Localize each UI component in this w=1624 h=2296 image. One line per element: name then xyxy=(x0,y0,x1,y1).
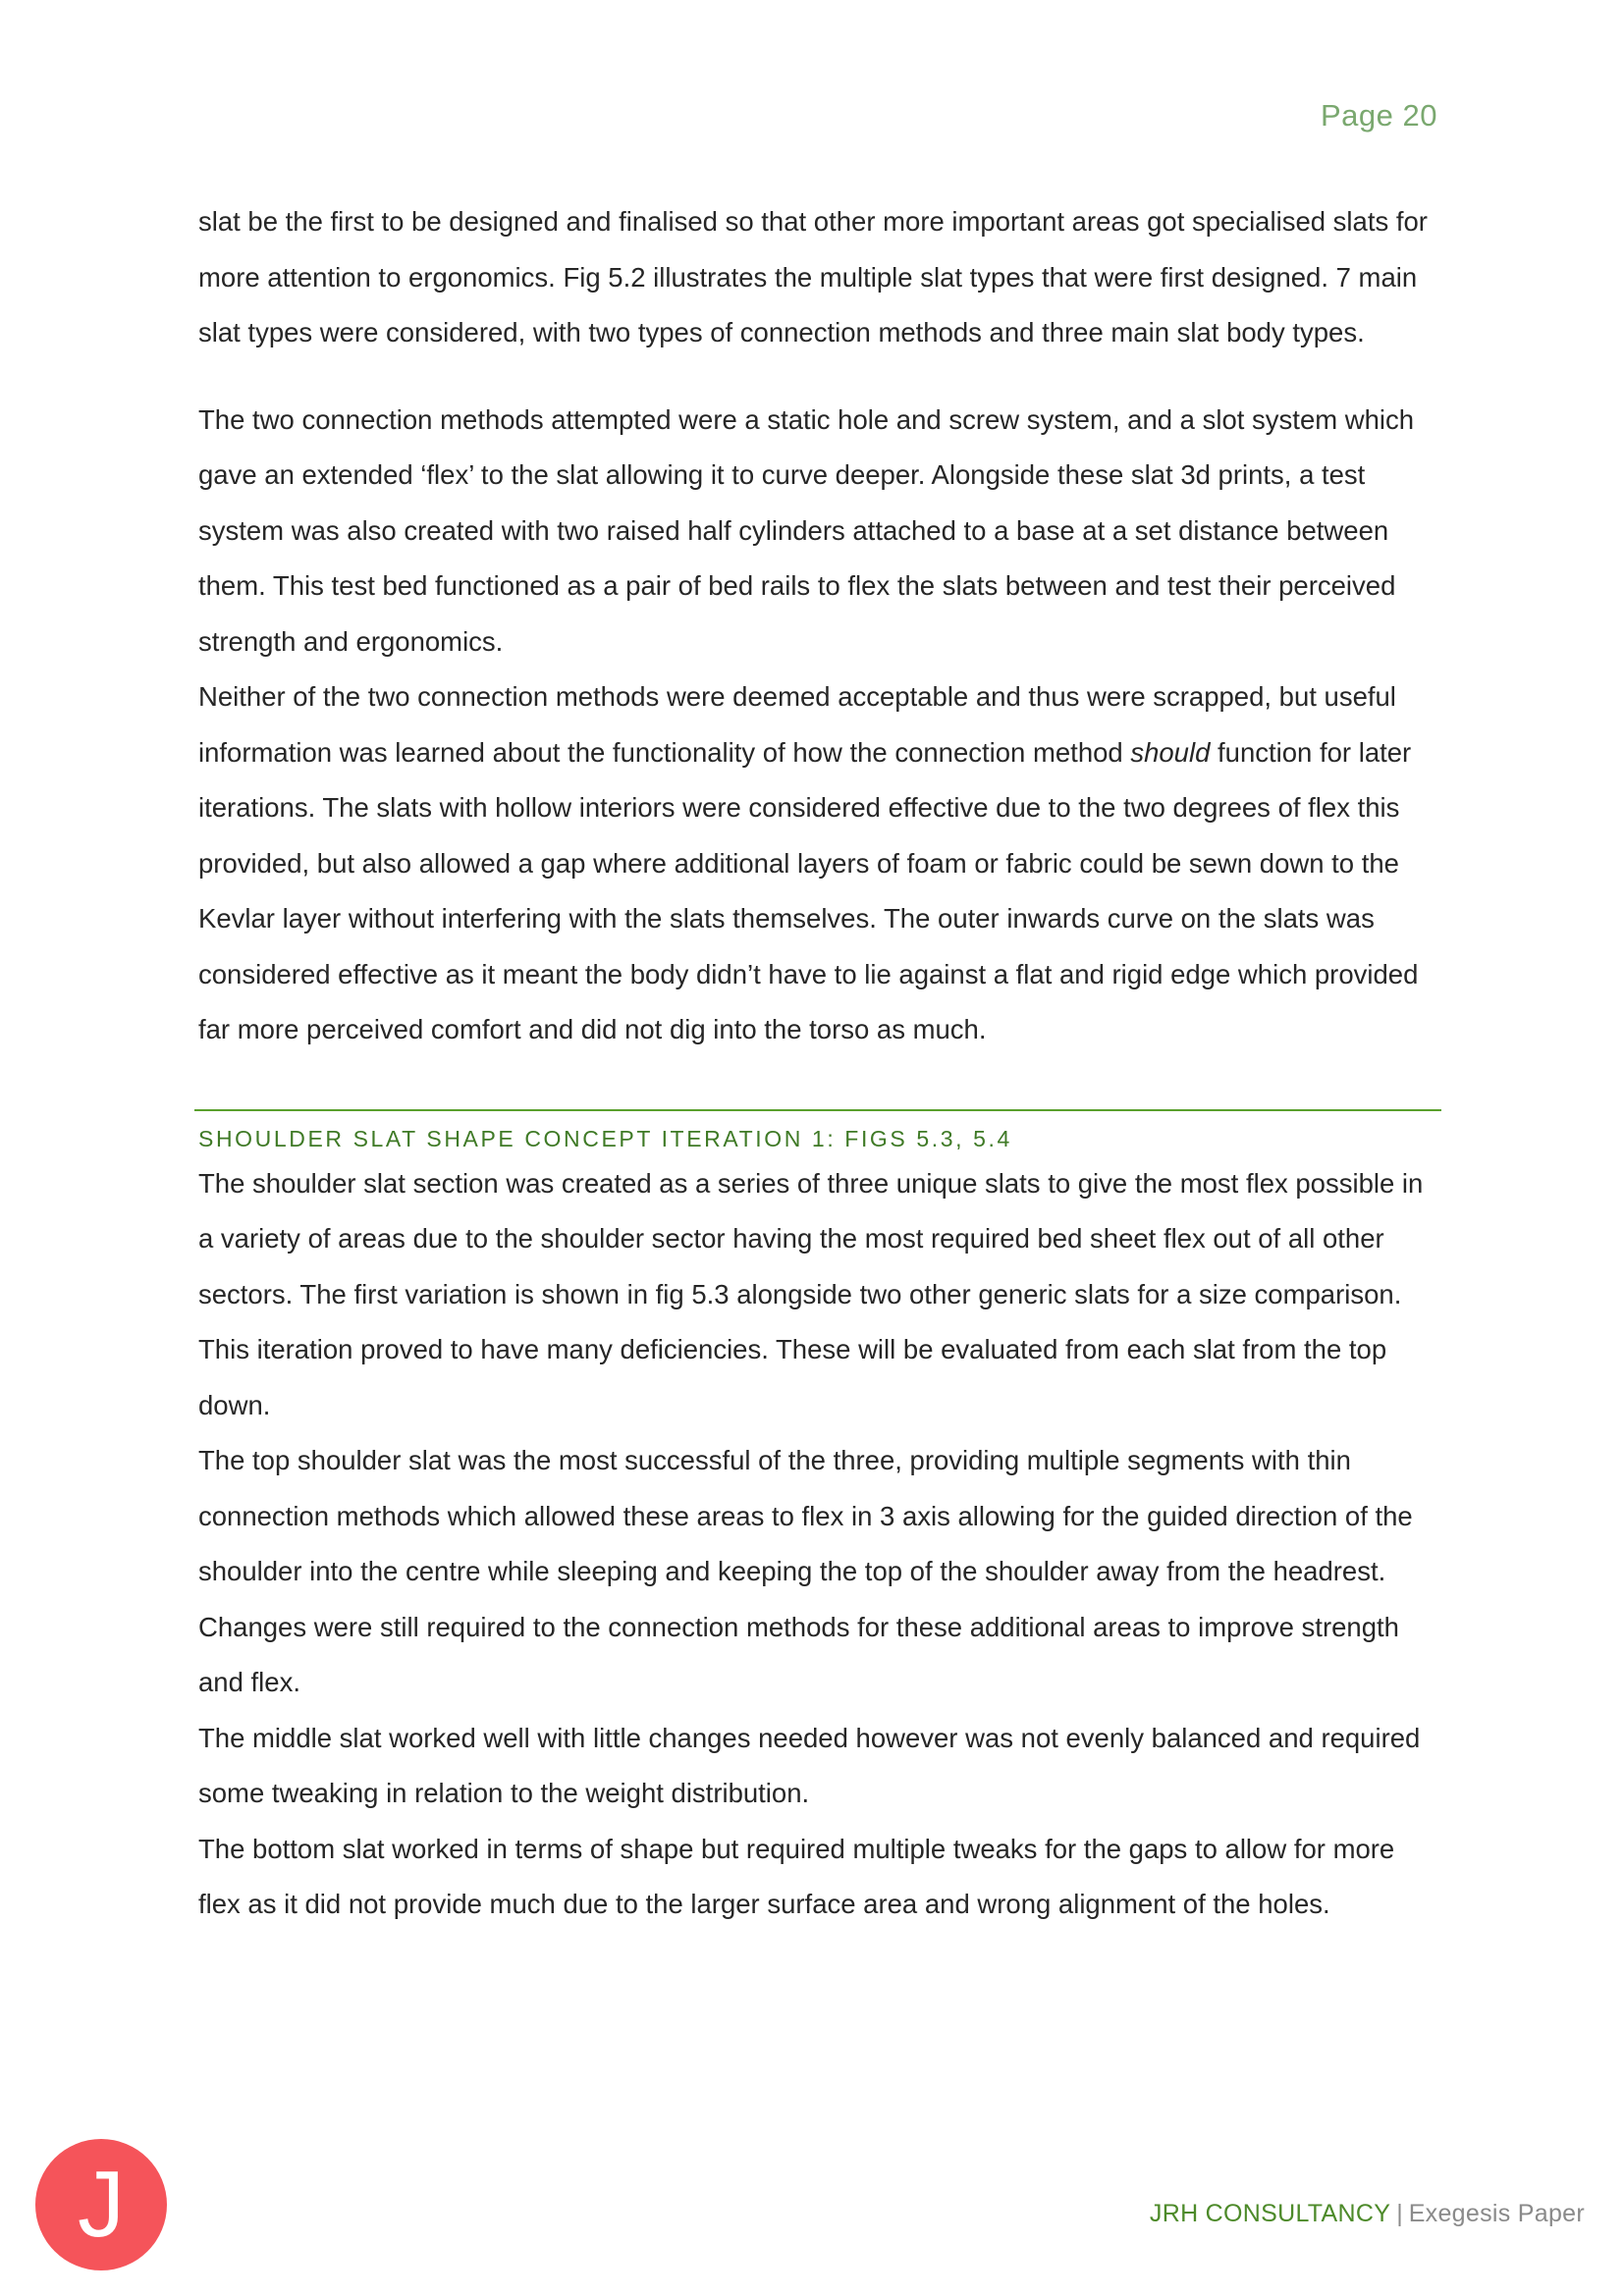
footer-doc-type: Exegesis Paper xyxy=(1408,2200,1585,2227)
document-body xyxy=(198,194,1437,1933)
footer xyxy=(1150,2199,1585,2228)
emphasis-text: should xyxy=(1130,736,1211,768)
page-number: Page 20 xyxy=(1321,98,1437,133)
section-divider xyxy=(194,1109,1441,1111)
paragraph-bottom-slat: The bottom slat worked in terms of shape but required multiple tweaks for the gaps to allow for more flex as it did not provide much due to the larger surface area and wrong alignment of the holes. xyxy=(198,1833,1395,1919)
paragraph-connection-methods: The two connection methods attempted were a static hole and screw system, and a slot system which gave an extended ‘flex’ to the slat allowing it to curve deeper. Alongside these slat 3d prints, a test system was also created with two raised half cylinders attached to a base at a set distance between them. This test bed functioned as a pair of bed rails to flex the slats between and test their perceived strength and ergonomics. xyxy=(198,403,1415,657)
paragraph-top-slat: The top shoulder slat was the most successful of the three, providing multiple segments with thin connection methods which allowed these areas to flex in 3 axis allowing for the guided direction of the shoulder into the centre while sleeping and keeping the top of the shoulder away from the headrest. Changes were still required to the connection methods for these additional areas to improve strength and flex. xyxy=(198,1445,1413,1697)
footer-separator: | xyxy=(1396,2200,1403,2227)
logo-letter: J xyxy=(78,2152,125,2257)
paragraph-middle-slat: The middle slat worked well with little changes needed however was not evenly balanced and required some tweaking in relation to the weight distribution. xyxy=(198,1722,1421,1808)
paragraph-slat-types: slat be the first to be designed and finalised so that other more important areas got specialised slats for more attention to ergonomics. Fig 5.2 illustrates the multiple slat types that were first designed. 7 main slat types were considered, with two types of connection methods and three main slat body types. xyxy=(198,206,1428,347)
paragraph-text: Neither of the two connection methods were deemed acceptable and thus were scrapped, but useful information was learned about the functionality of how the connection method xyxy=(198,681,1396,768)
paragraph-shoulder-section: The shoulder slat section was created as a series of three unique slats to give the most flex possible in a variety of areas due to the shoulder sector having the most required bed sheet flex out of all other sectors. The first variation is shown in fig 5.3 alongside two other generic slats for a size comparison. This iteration proved to have many deficiencies. These will be evaluated from each slat from the top down. xyxy=(198,1167,1424,1420)
section-heading: SHOULDER SLAT SHAPE CONCEPT ITERATION 1: FIGS 5.3, 5.4 xyxy=(198,1125,1012,1151)
footer-company: JRH CONSULTANCY xyxy=(1149,2200,1391,2227)
jrh-logo xyxy=(35,2139,167,2270)
paragraph-text: function for later iterations. The slats with hollow interiors were considered effective due to the two degrees of flex this provided, but also allowed a gap where additional layers of foam or fabric could be sewn down to the Kevlar layer without interfering with the slats themselves. The outer inwards curve on the slats was considered effective as it meant the body didn’t have to lie against a flat and rigid edge which provided far more perceived comfort and did not dig into the torso as much. xyxy=(198,736,1419,1044)
paragraph-connection-evaluation xyxy=(198,669,1437,1058)
